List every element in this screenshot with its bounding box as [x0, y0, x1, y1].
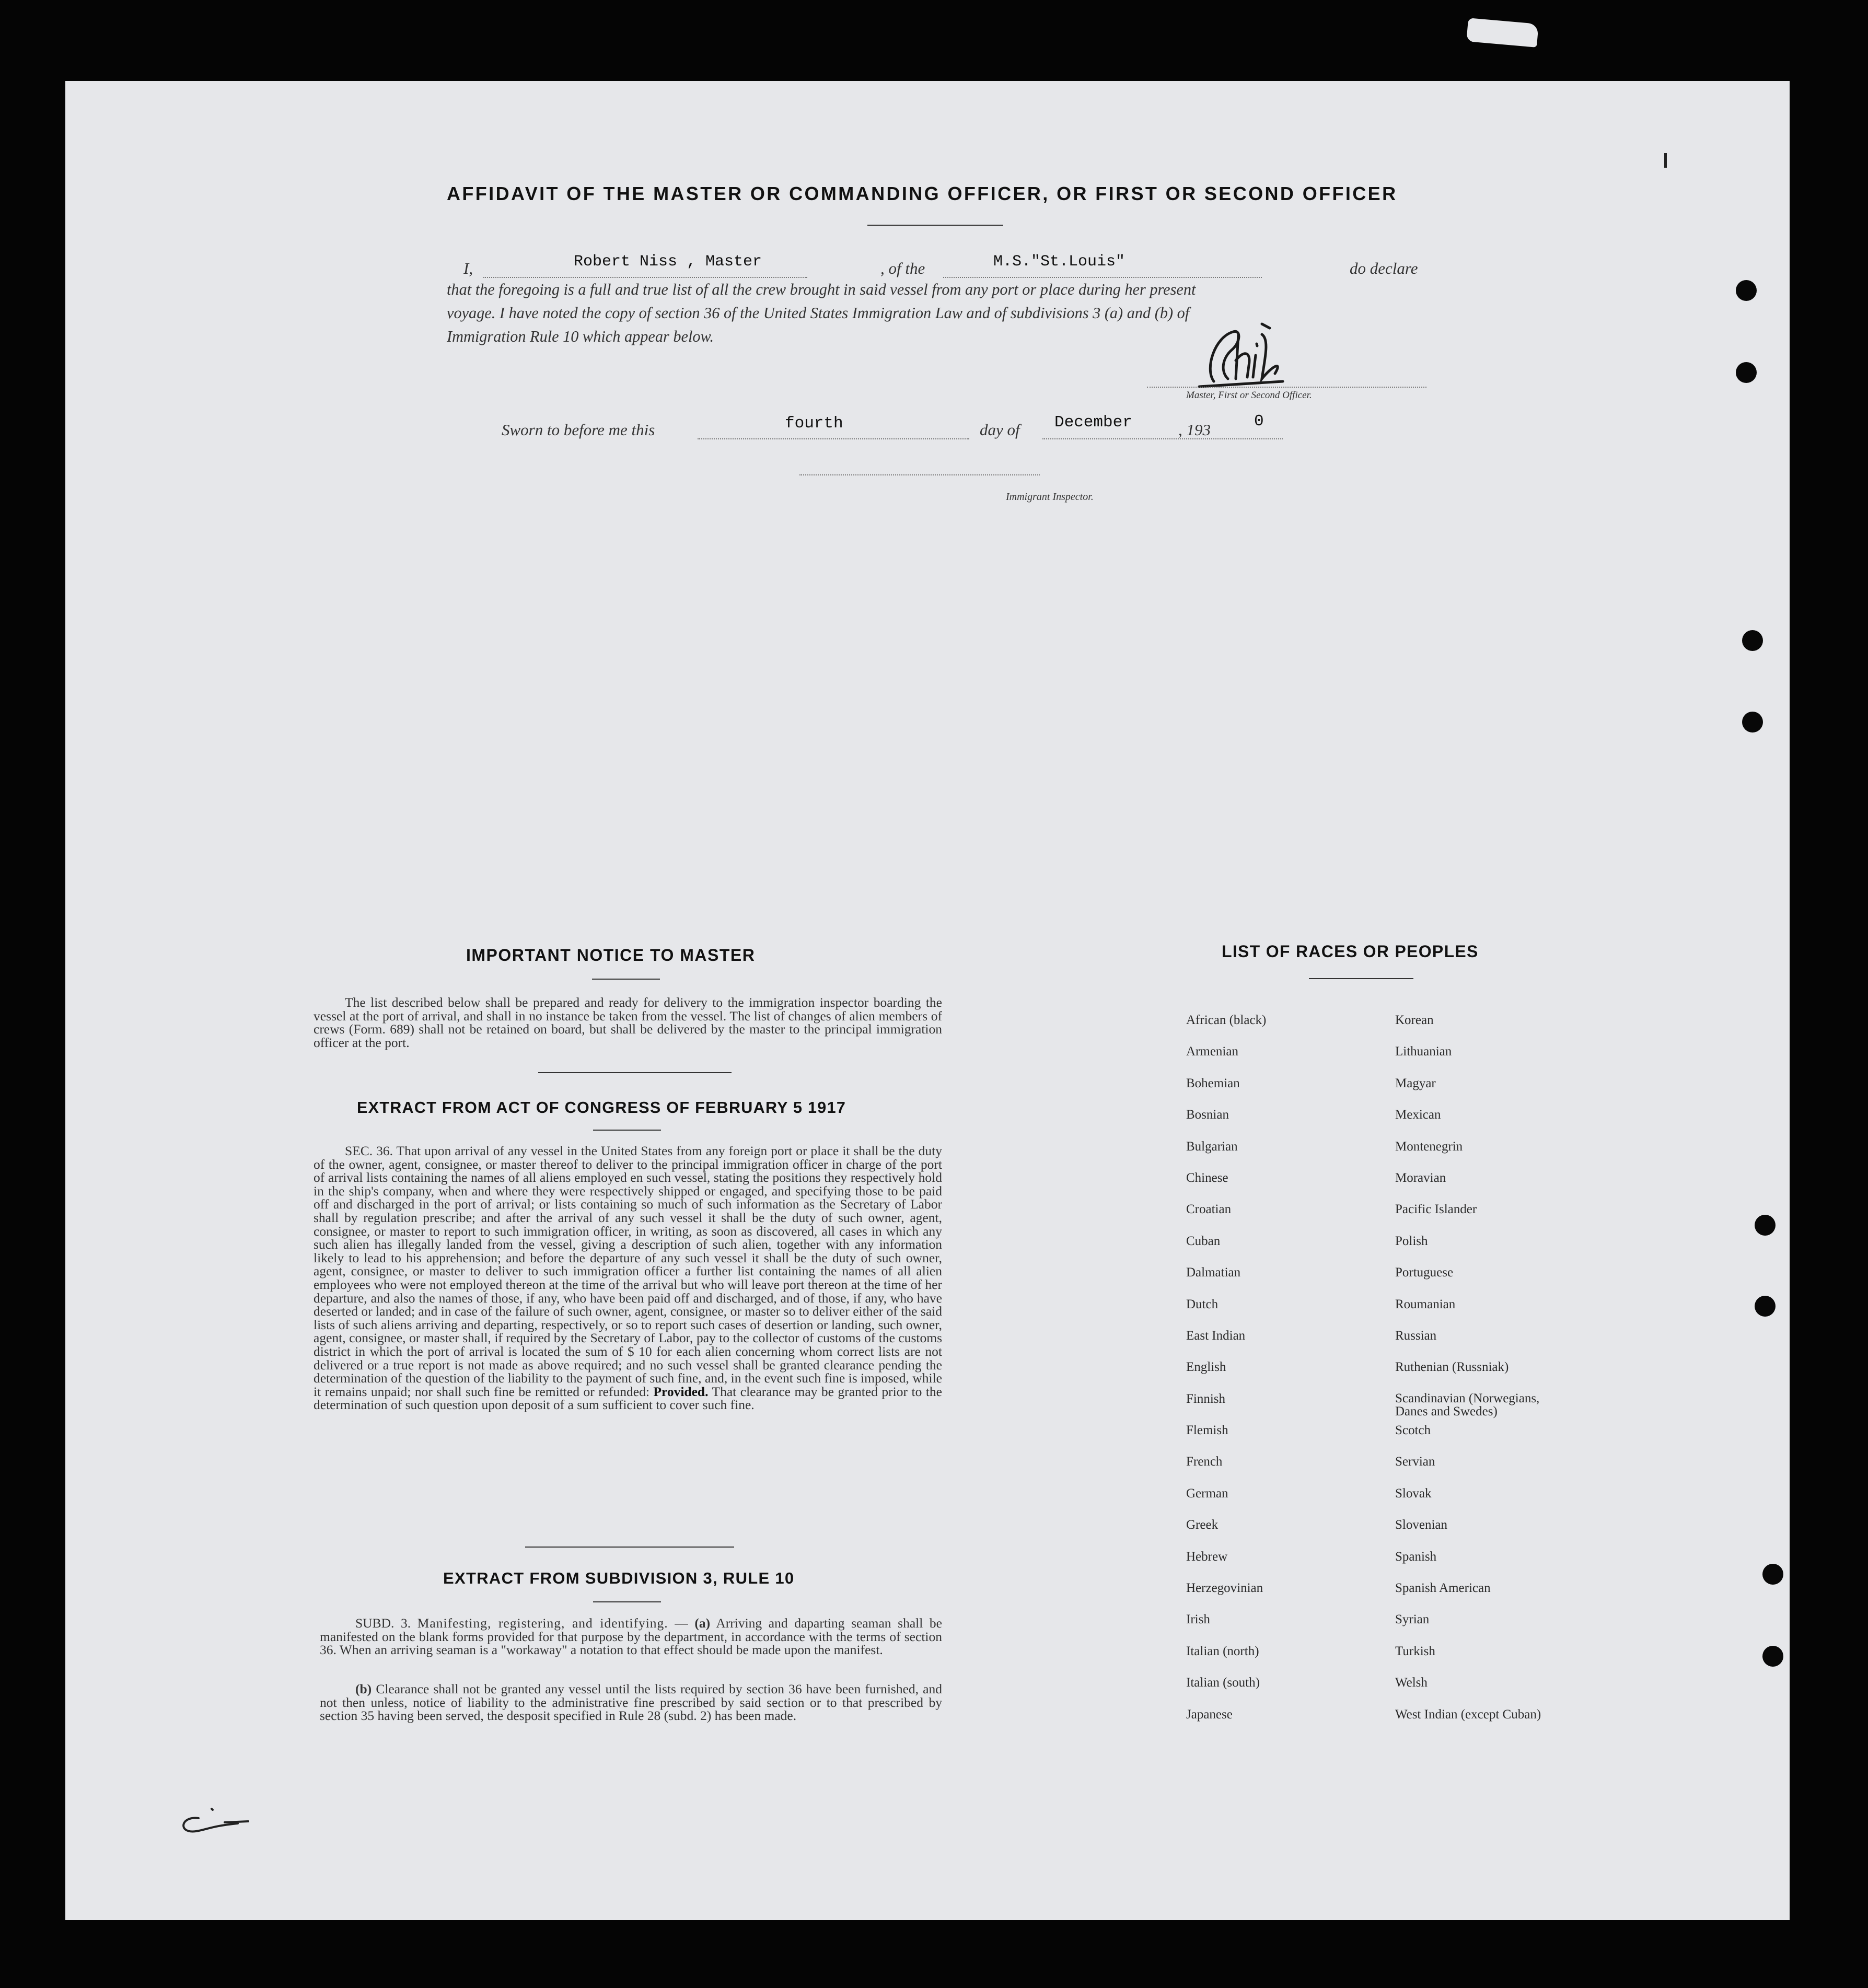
punch-hole	[1736, 362, 1757, 383]
affidavit-line3: voyage. I have noted the copy of section 36 of the United States Immigration Law and of subdivisions 3 (a) and (b) of	[447, 304, 1190, 322]
race-item: Greek	[1186, 1518, 1219, 1532]
affidavit-line2: that the foregoing is a full and true list of all the crew brought in said vessel from any port or place during her present	[447, 281, 1196, 298]
punch-hole	[1742, 630, 1763, 651]
rule-title: EXTRACT FROM SUBDIVISION 3, RULE 10	[443, 1569, 795, 1587]
race-item: Dalmatian	[1186, 1265, 1241, 1280]
race-item: Spanish American	[1395, 1581, 1491, 1596]
race-item: Armenian	[1186, 1044, 1238, 1059]
race-item: Cuban	[1186, 1234, 1221, 1248]
act-text	[314, 1144, 942, 1412]
race-item: East Indian	[1186, 1328, 1246, 1343]
race-item: Bosnian	[1186, 1108, 1229, 1122]
act-rule	[593, 1130, 661, 1131]
provided-label: Provided.	[653, 1384, 709, 1399]
notice-title: IMPORTANT NOTICE TO MASTER	[466, 946, 756, 964]
act-divider	[525, 1547, 734, 1548]
master-name-field: Robert Niss , Master	[574, 253, 762, 271]
race-item: Chinese	[1186, 1170, 1228, 1185]
race-item: Servian	[1395, 1455, 1435, 1469]
race-item: Welsh	[1395, 1676, 1428, 1690]
race-item: Italian (north)	[1186, 1644, 1259, 1658]
race-item: French	[1186, 1455, 1223, 1469]
rule-a-text: SUBD. 3. Manifesting, registering, and identifying. — (a) Arriving and daparting seaman shall be manifested on the blank forms provided for that purpose by the department, in accordance with the terms of section 36. When an arriving seaman is a "workaway" a notation to that effect should be made upon the manifest.	[320, 1615, 942, 1658]
affidavit-line4: Immigration Rule 10 which appear below.	[447, 328, 714, 345]
day-of-text: day of	[980, 421, 1020, 439]
race-item: Bulgarian	[1186, 1139, 1238, 1154]
notice-divider	[538, 1072, 732, 1073]
punch-hole	[1736, 280, 1757, 301]
race-item: Scandinavian (Norwegians, Danes and Swedes)	[1395, 1391, 1540, 1419]
punch-hole	[1762, 1564, 1783, 1585]
page-corner-tab	[1466, 18, 1538, 48]
rule-rule	[593, 1601, 661, 1602]
rule-b-text	[320, 1682, 942, 1723]
act-body-end: That clearance may be granted prior to the determination of such question upon deposit of a sum sufficient to cover such fine.	[314, 1384, 942, 1413]
punch-hole	[1742, 712, 1763, 733]
race-item: Turkish	[1395, 1644, 1435, 1658]
race-item: Ruthenian (Russniak)	[1395, 1360, 1509, 1375]
lead-text: I,	[463, 259, 473, 277]
race-item: Irish	[1186, 1612, 1210, 1627]
month-field: December	[1054, 413, 1132, 432]
race-item: Slovenian	[1395, 1518, 1447, 1532]
race-item: West Indian (except Cuban)	[1395, 1707, 1541, 1722]
punch-hole	[1762, 1646, 1783, 1667]
notice-rule	[592, 979, 660, 980]
race-item: Roumanian	[1395, 1297, 1456, 1311]
margin-mark	[1664, 153, 1667, 168]
year-digit-field: 0	[1254, 412, 1264, 431]
race-item: Finnish	[1186, 1391, 1226, 1406]
race-item: Croatian	[1186, 1202, 1232, 1217]
race-item: Herzegovinian	[1186, 1581, 1263, 1596]
a-label: (a)	[694, 1615, 711, 1631]
race-item: Bohemian	[1186, 1076, 1240, 1090]
race-item: English	[1186, 1360, 1226, 1375]
sworn-label: Sworn to before me this	[502, 421, 655, 439]
margin-scribble	[175, 1803, 269, 1844]
race-item: German	[1186, 1486, 1228, 1501]
of-the-text: , of the	[880, 259, 925, 277]
sworn-line	[447, 412, 1283, 441]
race-item: Dutch	[1186, 1297, 1219, 1311]
race-item: Montenegrin	[1395, 1139, 1463, 1154]
punch-hole	[1755, 1296, 1776, 1317]
act-title: EXTRACT FROM ACT OF CONGRESS OF FEBRUARY 5 1917	[357, 1099, 846, 1117]
notice-text: The list described below shall be prepared and ready for delivery to the immigration inspector boarding the vessel at the port of arrival, and shall in no instance be taken from the vessel. The list of changes of alien members of crews (Form. 689) shall not be retained on board, but shall be delivered by the master to the principal immigration officer at the port.	[314, 995, 942, 1050]
race-item: Italian (south)	[1186, 1676, 1260, 1690]
subd-label: SUBD. 3.	[355, 1615, 411, 1631]
race-item: Spanish	[1395, 1549, 1437, 1564]
subd-heading: Manifesting, registering, and identifying.	[417, 1615, 668, 1631]
races-rule	[1309, 978, 1413, 979]
race-item: African (black)	[1186, 1013, 1267, 1027]
affidavit-title: AFFIDAVIT OF THE MASTER OR COMMANDING OFFICER, OR FIRST OR SECOND OFFICER	[447, 183, 1398, 204]
a-text: Arriving and daparting seaman shall be manifested on the blank forms provided for that purpose by the department, in accordance with the terms of section 36. When an arriving seaman is a "workaway" a notation to that effect should be made upon the manifest.	[320, 1615, 942, 1658]
b-label: (b)	[355, 1681, 372, 1696]
year-prefix: , 193	[1178, 421, 1211, 439]
inspector-caption: Immigrant Inspector.	[1006, 491, 1094, 503]
vessel-name-field: M.S."St.Louis"	[993, 253, 1126, 271]
punch-hole	[1755, 1215, 1776, 1236]
race-item: Portuguese	[1395, 1265, 1454, 1280]
races-title: LIST OF RACES OR PEOPLES	[1222, 942, 1479, 961]
race-item: Magyar	[1395, 1076, 1436, 1090]
day-field: fourth	[785, 414, 843, 433]
master-signature	[1184, 319, 1288, 392]
race-item: Syrian	[1395, 1612, 1430, 1627]
race-item: Mexican	[1395, 1108, 1441, 1122]
race-item: Flemish	[1186, 1423, 1228, 1438]
affidavit-line1	[447, 253, 1426, 280]
title-rule	[867, 225, 1003, 226]
race-item: Slovak	[1395, 1486, 1432, 1501]
race-item: Hebrew	[1186, 1549, 1228, 1564]
b-text: Clearance shall not be granted any vessel until the lists required by section 36 have been furnished, and not then unless, notice of liability to the administrative fine prescribed by said section or to that prescribed by section 35 having been served, the desposit specified in Rule 28 (subd. 2) has been made.	[320, 1681, 942, 1724]
races-column-left	[1186, 1013, 1266, 1739]
signature-caption: Master, First or Second Officer.	[1186, 390, 1312, 401]
race-item: Russian	[1395, 1328, 1437, 1343]
race-item: Pacific Islander	[1395, 1202, 1477, 1217]
races-column-right	[1395, 1013, 1568, 1739]
race-item: Japanese	[1186, 1707, 1233, 1722]
act-body: SEC. 36. That upon arrival of any vessel in the United States from any foreign port or place it shall be the duty of the owner, agent, consignee, or master thereof to deliver to the principal immigration officer in charge of the port of arrival lists containing the names of all aliens employed en such vessel, stating the positions they respectively hold in the ship's company, when and where they were respectively shipped or engaged, and specifying those to be paid off and discharged in the port of arrival; or lists containing so much of such information as the Secretary of Labor shall by regulation prescribe; and after the arrival of any such vessel it shall be the duty of such owner, agent, consignee, or master to report to such immigration officer, in writing, as soon as discovered, all cases in which any such alien has illegally landed from the vessel, giving a description of such alien, together with any information likely to lead to his apprehension; and before the departure of any such vessel it shall be the duty of such owner, agent, consignee, or master to deliver to such immigration officer a further list containing the names of all alien employees who were not employed thereon at the time of the arrival but who will leave port thereon at the time of her departure, and also the names of those, if any, who have been paid off and discharged, and of those, if any, who have deserted or landed; and in case of the failure of such owner, agent, consignee, or master so to deliver either of the said lists of such aliens arriving and departing, respectively, or so to report such cases of desertion or landing, such owner, agent, consignee, or master shall, if required by the Secretary of Labor, pay to the collector of customs of the customs district in which the port of arrival is located the sum of $ 10 for each alien concerning whom correct lists are not delivered or a true report is not made as above required; and no such vessel shall be granted clearance pending the determination of the question of the liability to the payment of such fine, and, in the event such fine is imposed, while it remains unpaid; nor shall such fine be remitted or refunded:	[314, 1143, 942, 1399]
race-item: Polish	[1395, 1234, 1428, 1248]
race-item: Moravian	[1395, 1170, 1446, 1185]
race-item: Scotch	[1395, 1423, 1431, 1438]
declare-text: do declare	[1350, 259, 1418, 277]
race-item: Lithuanian	[1395, 1044, 1452, 1059]
race-item: Korean	[1395, 1013, 1434, 1027]
